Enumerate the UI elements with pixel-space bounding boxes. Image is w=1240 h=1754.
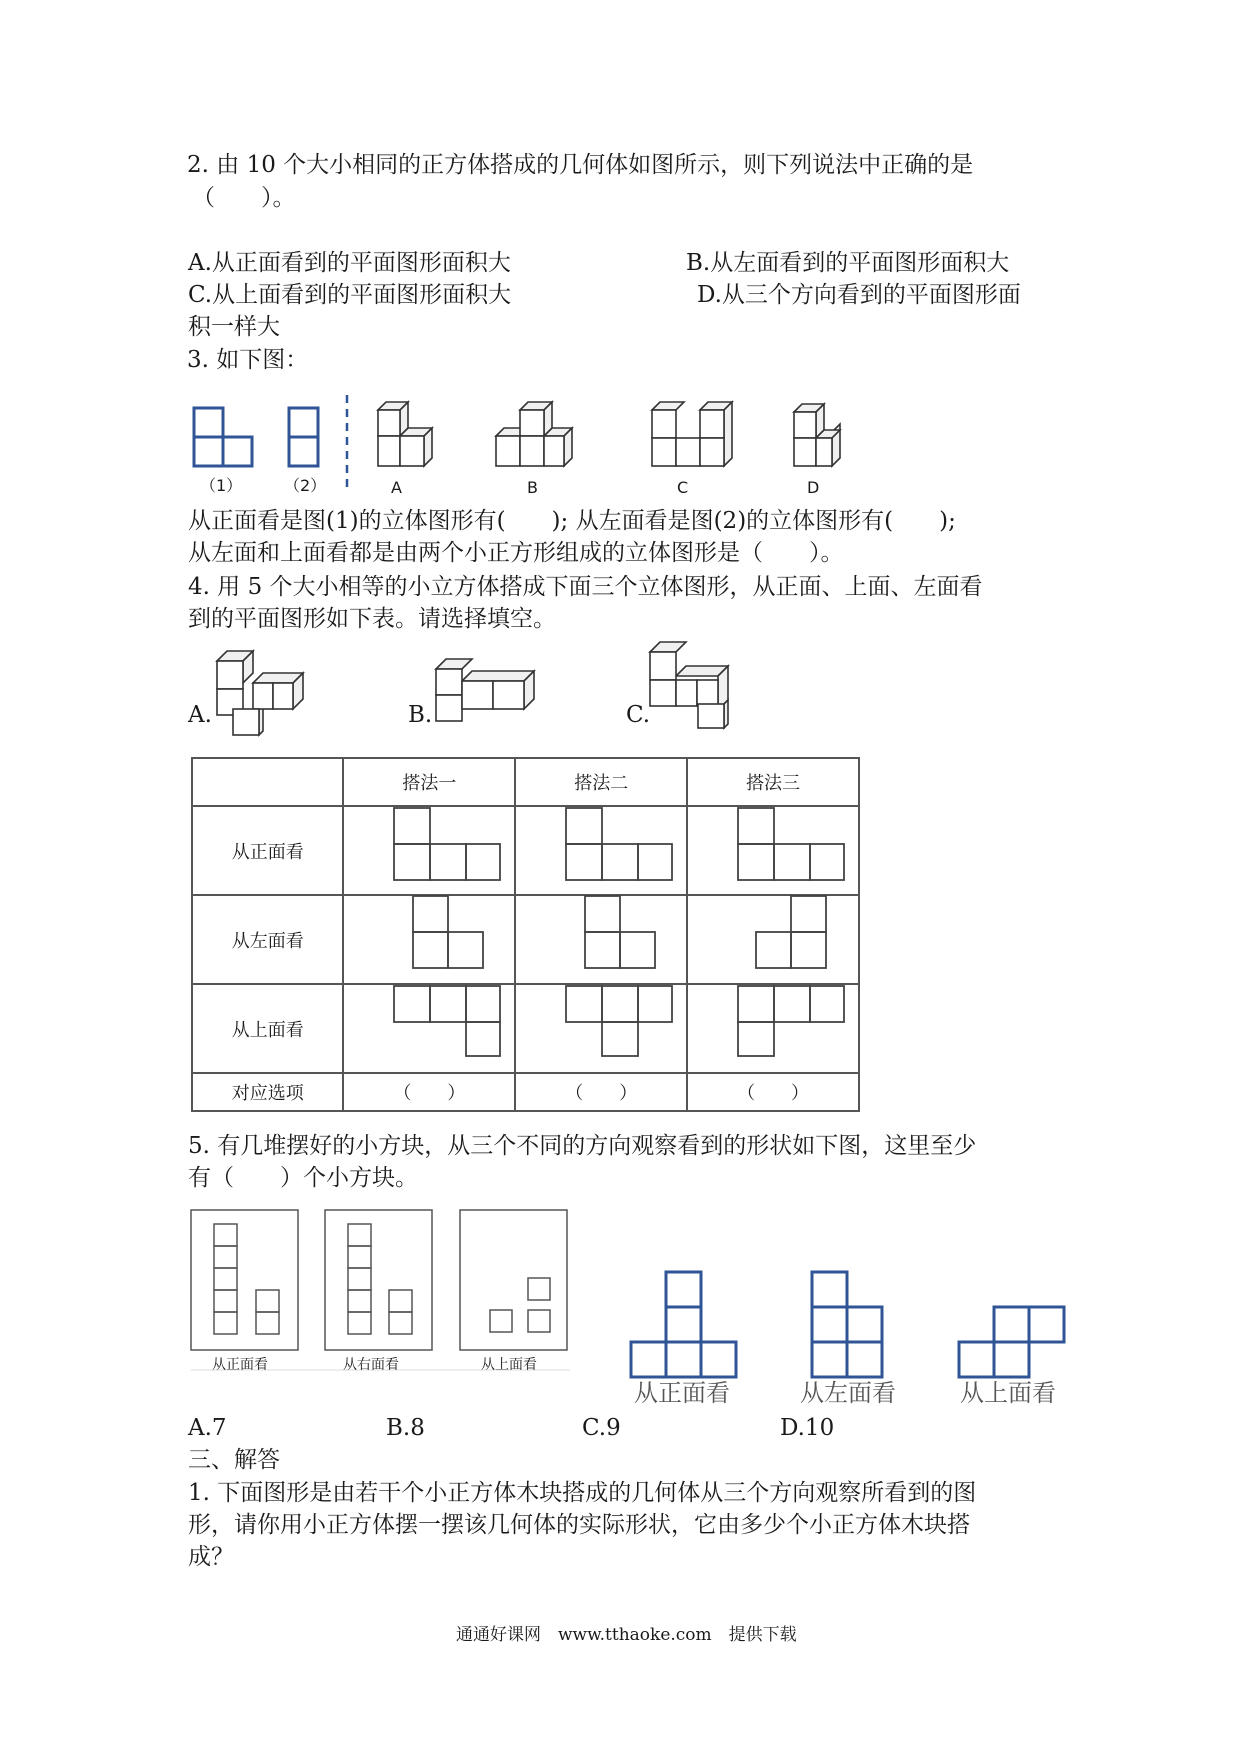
q2-option-d: D.从三个方向看到的平面图形面 <box>697 282 1021 308</box>
q2-option-c: C.从上面看到的平面图形面积大 <box>188 282 512 308</box>
q5-option-c: C.9 <box>582 1415 621 1441</box>
q5-option-a: A.7 <box>188 1415 227 1441</box>
q2-option-a: A.从正面看到的平面图形面积大 <box>188 250 511 276</box>
section3-q1-line3: 成？ <box>188 1544 234 1570</box>
q5-option-b: B.8 <box>386 1415 425 1441</box>
q3-title: 3. 如下图： <box>187 347 309 373</box>
table-header-2: 搭法二 <box>515 758 687 806</box>
q5-option-d: D.10 <box>780 1415 835 1441</box>
answer-blank-2[interactable]: （ ） <box>515 1073 687 1111</box>
q2-line2: （ ）。 <box>192 185 296 211</box>
q4-label-a: A. <box>188 702 212 728</box>
q3-text-line1: 从正面看是图(1)的立体图形有( ); 从左面看是图(2)的立体图形有( ); <box>188 508 956 534</box>
row-label-answer: 对应选项 <box>192 1073 343 1111</box>
q2-line1: 2. 由 10 个大小相同的正方体搭成的几何体如图所示，则下列说法中正确的是 <box>187 152 974 178</box>
q5-caption-right: 从右面看 <box>343 1357 399 1373</box>
q4-label-c: C. <box>626 702 651 728</box>
table-header-3: 搭法三 <box>687 758 859 806</box>
footer-text: 通通好课网 www.tthaoke.com 提供下载 <box>456 1625 797 1645</box>
q5-small-right <box>325 1210 432 1350</box>
q3-text-line2: 从左面和上面看都是由两个小正方形组成的立体图形是（ ）。 <box>188 540 844 566</box>
answer-blank-1[interactable]: （ ） <box>343 1073 515 1111</box>
q3-label-d: D <box>807 478 820 497</box>
q5-caption-front: 从正面看 <box>212 1357 268 1373</box>
q2-option-b: B.从左面看到的平面图形面积大 <box>686 250 1010 276</box>
q3-label-c: C <box>677 478 689 497</box>
q5-big-left <box>812 1272 882 1377</box>
table-header-1: 搭法一 <box>343 758 515 806</box>
section3-q1-line1: 1. 下面图形是由若干个小正方体木块搭成的几何体从三个方向观察所看到的图 <box>188 1480 977 1506</box>
answer-blank-3[interactable]: （ ） <box>687 1073 859 1111</box>
q5-small-top <box>460 1210 567 1350</box>
q3-label-b: B <box>527 478 538 497</box>
q5-small-front <box>191 1210 298 1350</box>
q5-line2: 有（ ）个小方块。 <box>188 1165 418 1191</box>
section3-q1-line2: 形，请你用小正方体摆一摆该几何体的实际形状，它由多少个小正方体木块搭 <box>188 1512 970 1538</box>
row-label-top: 从上面看 <box>192 984 343 1073</box>
q2-option-d-cont: 积一样大 <box>188 314 280 340</box>
row-label-left: 从左面看 <box>192 895 343 984</box>
q5-caption-top: 从上面看 <box>481 1357 537 1373</box>
q5-line1: 5. 有几堆摆好的小方块，从三个不同的方向观察看到的形状如下图，这里至少 <box>188 1133 977 1159</box>
q4-line2: 到的平面图形如下表。请选择填空。 <box>188 606 556 632</box>
q5-big-caption-left: 从左面看 <box>800 1379 896 1407</box>
q5-big-caption-front: 从正面看 <box>634 1379 730 1407</box>
q3-label-a: A <box>391 478 402 497</box>
row-label-front: 从正面看 <box>192 806 343 895</box>
q5-big-top <box>959 1307 1064 1377</box>
q5-big-caption-top: 从上面看 <box>960 1379 1056 1407</box>
q3-label-1: （1） <box>200 476 243 495</box>
q5-big-front <box>631 1272 736 1377</box>
q4-label-b: B. <box>408 702 433 728</box>
q4-line1: 4. 用 5 个大小相等的小立方体搭成下面三个立体图形，从正面、上面、左面看 <box>188 574 983 600</box>
q3-label-2: （2） <box>284 476 327 495</box>
section3-title: 三、解答 <box>188 1447 280 1473</box>
